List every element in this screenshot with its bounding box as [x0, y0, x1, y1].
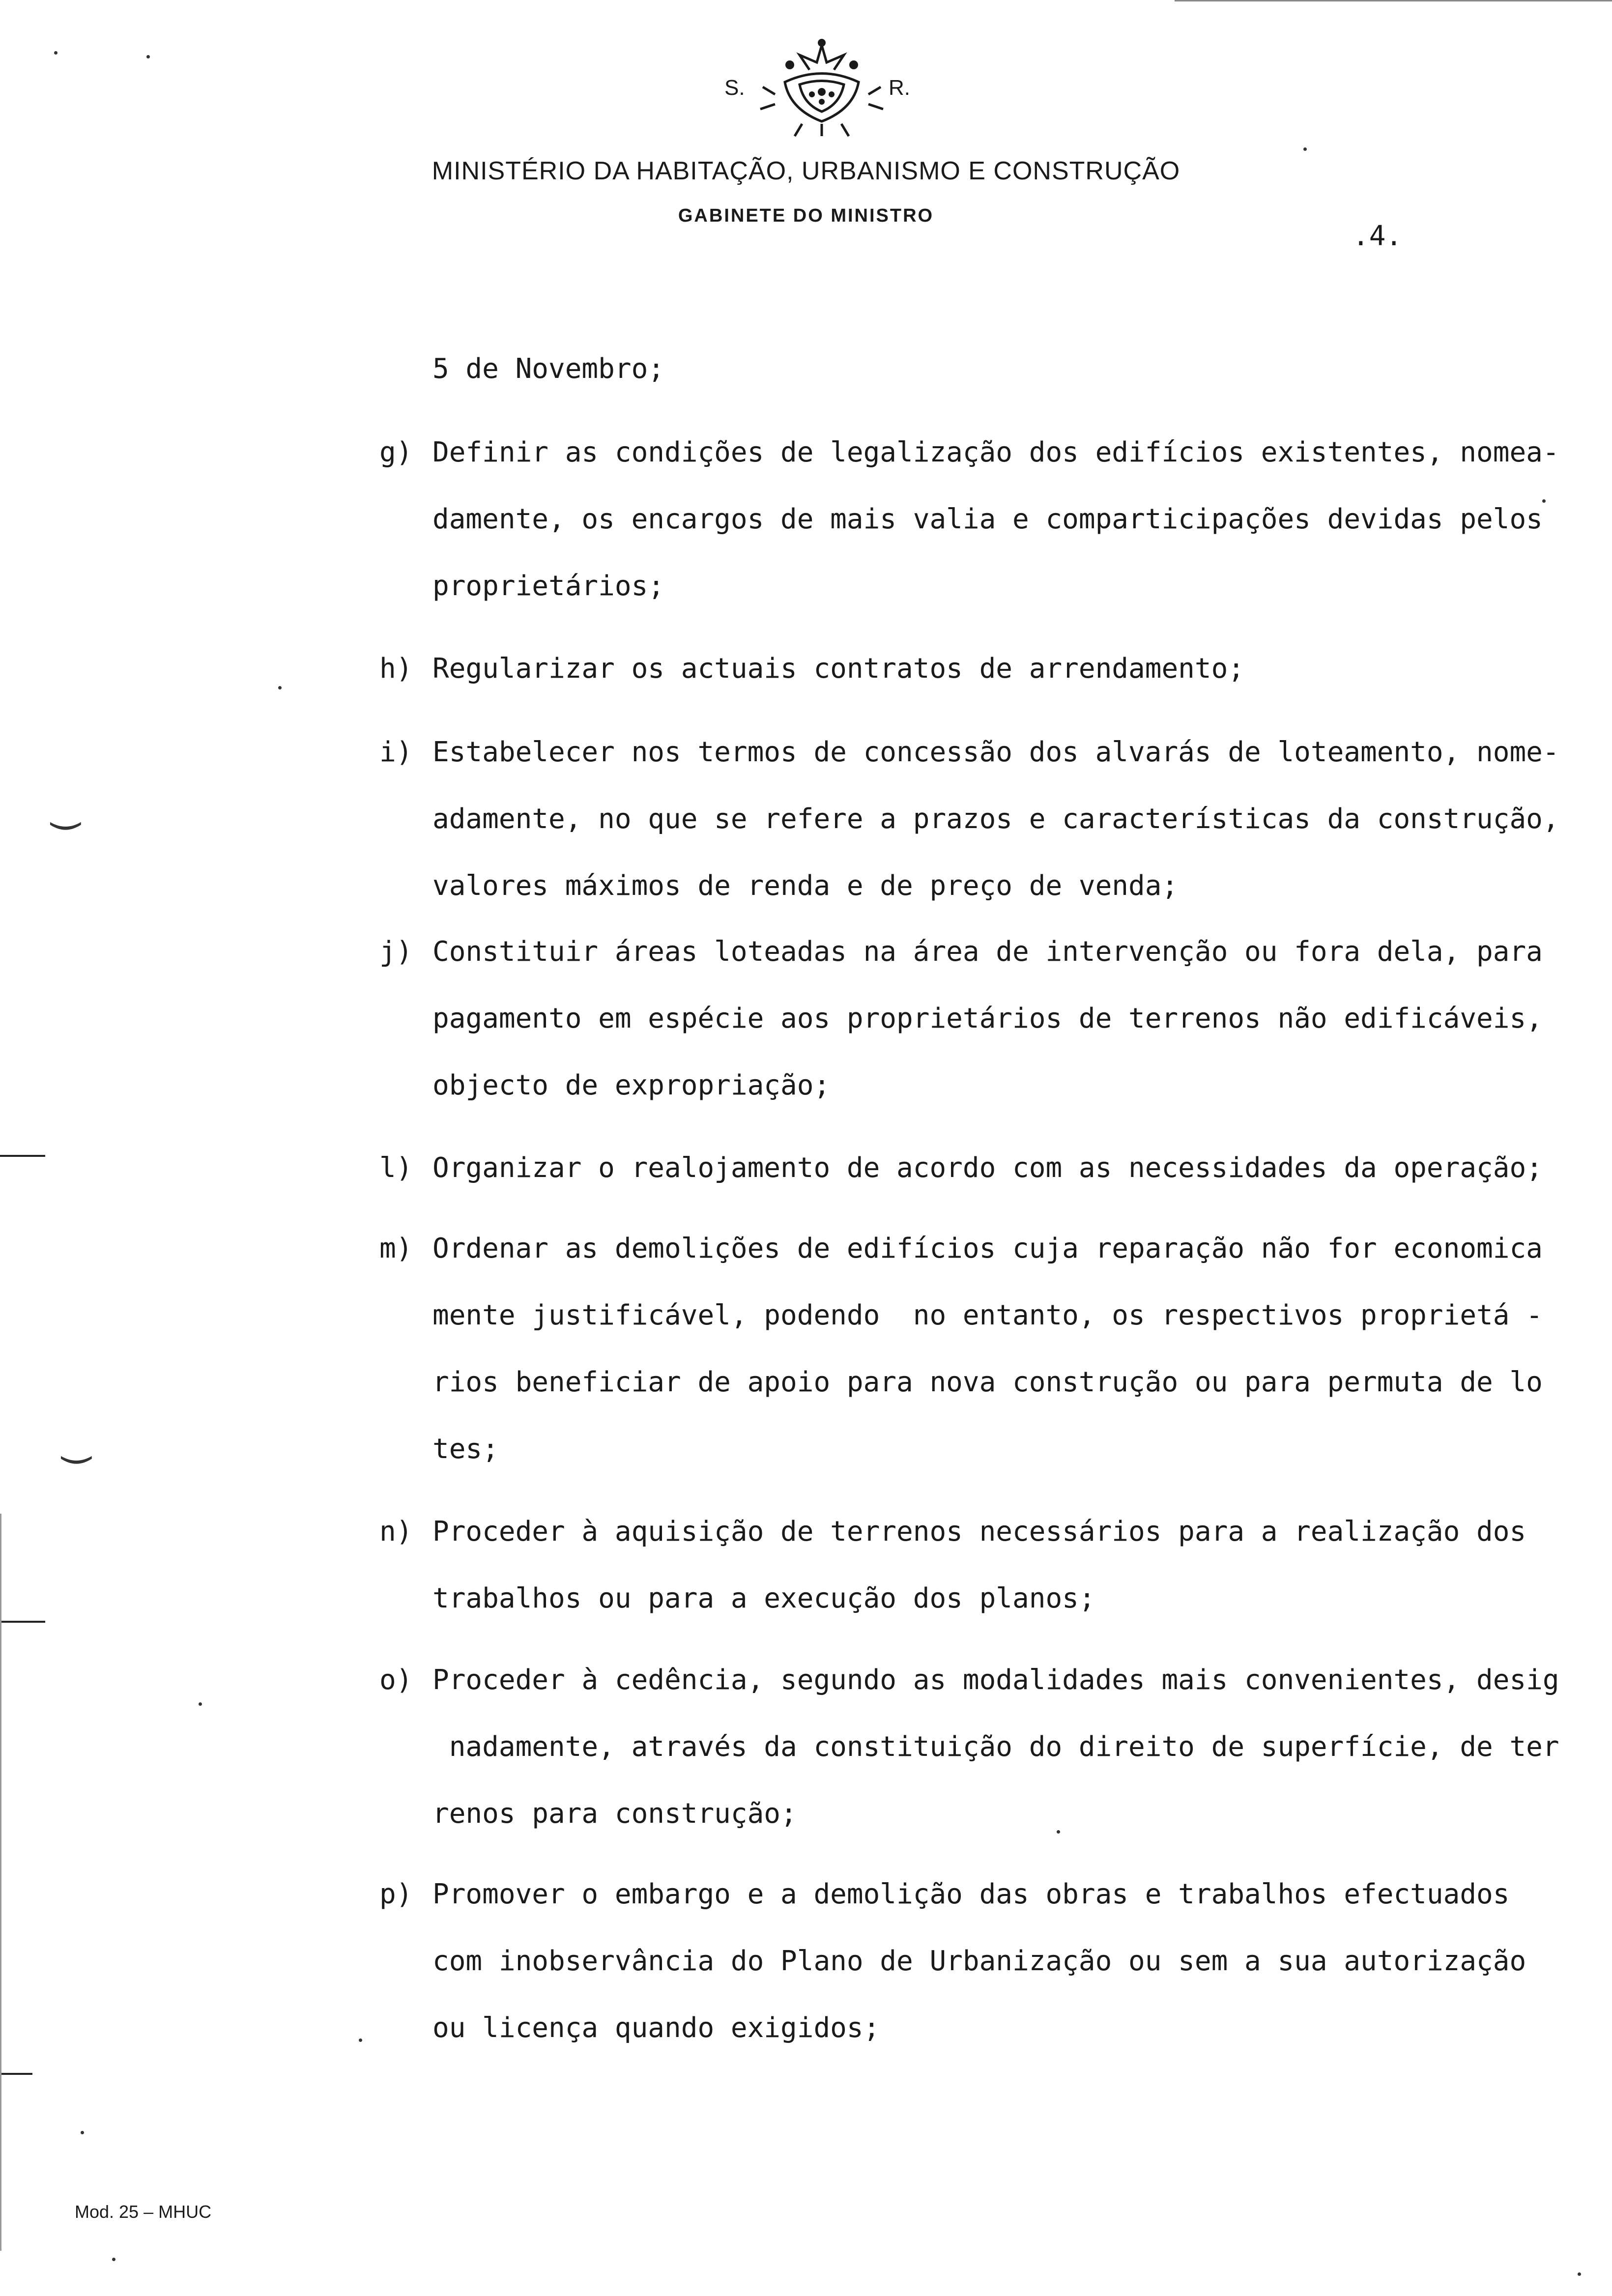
item-l-line-1: Organizar o realojamento de acordo com as necessidades da operação;	[432, 1152, 1543, 1184]
item-marker-j: j)	[379, 936, 413, 968]
continuation-line: 5 de Novembro;	[432, 353, 665, 385]
item-j-line-1: Constituir áreas loteadas na área de intervenção ou fora dela, para	[432, 936, 1543, 968]
item-n-line-2: trabalhos ou para a execução dos planos;	[432, 1582, 1095, 1614]
item-o-line-3: renos para construção;	[432, 1798, 797, 1830]
margin-rule	[0, 2073, 32, 2075]
scan-dot	[1057, 1830, 1060, 1834]
item-g-line-2: damente, os encargos de mais valia e comparticipações devidas pelos	[432, 503, 1543, 535]
item-m-line-4: tes;	[432, 1433, 499, 1465]
item-marker-g: g)	[379, 436, 413, 468]
item-p-line-3: ou licença quando exigidos;	[432, 2012, 880, 2044]
item-marker-m: m)	[379, 1233, 413, 1264]
item-h-line-1: Regularizar os actuais contratos de arrendamento;	[432, 653, 1245, 685]
scan-dot	[54, 51, 58, 55]
item-m-line-2: mente justificável, podendo no entanto, os respectivos proprietá -	[432, 1299, 1543, 1331]
item-i-line-2: adamente, no que se refere a prazos e características da construção,	[432, 803, 1559, 835]
seal-letter-s: S.	[724, 76, 745, 100]
scan-dot	[199, 1702, 202, 1706]
item-o-line-2: nadamente, através da constituição do direito de superfície, de ter	[432, 1731, 1559, 1763]
item-m-line-3: rios beneficiar de apoio para nova construção ou para permuta de lo	[432, 1366, 1543, 1398]
coat-of-arms-seal	[755, 35, 888, 139]
item-g-line-3: proprietários;	[432, 570, 665, 602]
margin-rule	[0, 1621, 45, 1623]
margin-mark: (	[55, 1453, 96, 1467]
scan-dot	[359, 2038, 362, 2042]
item-marker-l: l)	[379, 1152, 413, 1184]
item-g-line-1: Definir as condições de legalização dos edifícios existentes, nomea-	[432, 436, 1559, 468]
item-marker-o: o)	[379, 1664, 413, 1696]
edge-line	[0, 1514, 1, 2251]
scan-dot	[1578, 2272, 1581, 2276]
margin-rule	[0, 1155, 45, 1157]
item-marker-h: h)	[379, 653, 413, 685]
scan-dot	[146, 55, 150, 58]
item-n-line-1: Proceder à aquisição de terrenos necessários para a realização dos	[432, 1516, 1526, 1548]
item-marker-n: n)	[379, 1516, 413, 1548]
item-m-line-1: Ordenar as demolições de edifícios cuja reparação não for economica	[432, 1233, 1543, 1264]
item-i-line-1: Estabelecer nos termos de concessão dos alvarás de loteamento, nome-	[432, 736, 1559, 768]
margin-mark: (	[44, 819, 85, 833]
item-marker-p: p)	[379, 1878, 413, 1910]
scan-dot	[1303, 147, 1307, 151]
scan-dot	[278, 686, 282, 689]
item-o-line-1: Proceder à cedência, segundo as modalidades mais convenientes, desig	[432, 1664, 1559, 1696]
item-p-line-2: com inobservância do Plano de Urbanização ou sem a sua autorização	[432, 1945, 1526, 1977]
scan-dot	[81, 2131, 84, 2134]
scan-dot	[1542, 499, 1546, 503]
scan-dot	[112, 2258, 115, 2261]
cabinet-subheading: GABINETE DO MINISTRO	[678, 205, 934, 226]
item-j-line-2: pagamento em espécie aos proprietários de terrenos não edificáveis,	[432, 1003, 1543, 1034]
item-i-line-3: valores máximos de renda e de preço de venda;	[432, 870, 1179, 902]
seal-letter-r: R.	[889, 76, 910, 100]
form-code: Mod. 25 – MHUC	[75, 2202, 212, 2222]
page-number: .4.	[1353, 220, 1403, 252]
item-j-line-3: objecto de expropriação;	[432, 1069, 831, 1101]
item-marker-i: i)	[379, 736, 413, 768]
top-edge-line	[1175, 0, 1612, 1]
ministry-heading: MINISTÉRIO DA HABITAÇÃO, URBANISMO E CONSTRUÇÃO	[432, 157, 1180, 185]
item-p-line-1: Promover o embargo e a demolição das obras e trabalhos efectuados	[432, 1878, 1510, 1910]
